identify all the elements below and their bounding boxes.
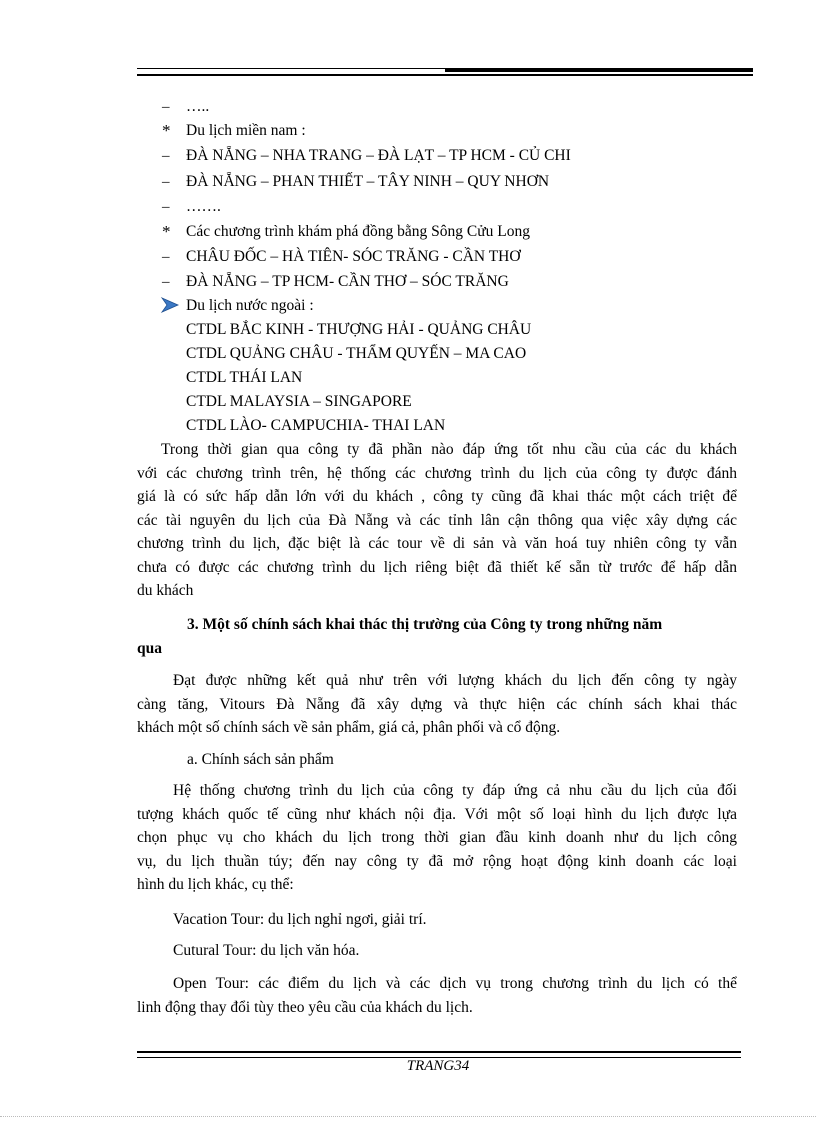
dash-marker: – [162, 199, 170, 215]
dash-marker: – [162, 148, 170, 164]
paragraph-open-tour: Open Tour: các điểm du lịch và các dịch vụ trong chương trình du lịch có thể linh động thay đổi tùy theo yêu cầu của khách du lịch. [137, 975, 737, 1016]
paragraph-product-policy: Hệ thống chương trình du lịch của công ty đáp ứng cả nhu cầu du lịch của đối tượng khách quốc tế cũng như khách nội địa. Với một số loại hình du lịch được lựa chọn phục vụ cho khách du lịch trong thời gian đầu kinh doanh như du lịch công vụ, du lịch thuần túy; đến nay công ty đã mở rộng hoạt động kinh doanh các loại hình du lịch khác, cụ thể: [137, 782, 737, 893]
dash-marker: – [162, 274, 170, 290]
dash-marker: – [162, 174, 170, 190]
asterisk-marker: * [162, 222, 171, 241]
header-rule [137, 68, 753, 76]
page-number: TRANG34 [406, 1058, 470, 1074]
dash-marker: – [162, 99, 170, 115]
paragraph-intro: Đạt được những kết quả như trên với lượng khách du lịch đến công ty ngày càng tăng, Vitours Đà Nẵng đã xây dựng và thực hiện các chính sách khai thác khách một số chính sách về sản phẩm, giá cả, phân phối và cổ động. [137, 672, 737, 736]
footer-rule [137, 1051, 741, 1058]
dash-marker: – [162, 249, 170, 265]
paragraph-summary: Trong thời gian qua công ty đã phần nào đáp ứng tốt nhu cầu của các du khách với các chương trình trên, hệ thống các chương trình du lịch của công ty được đánh giá là có sức hấp dẫn lớn với du khách , công ty cũng đã khai thác một cách triệt để các tài nguyên du lịch của Đà Nẵng và các tỉnh lân cận thông qua việc xây dựng các chương trình du lịch, đặc biệt là các tour về di sản và văn hoá tuy nhiên công ty vẫn chưa có được các chương trình du lịch riêng biệt đã thiết kế sẵn từ trước để hấp dẫn du khách [137, 441, 737, 599]
arrow-bullet-icon [160, 297, 180, 313]
asterisk-marker: * [162, 121, 171, 140]
section-heading: 3. Một số chính sách khai thác thị trường của Công ty trong những năm qua [137, 616, 663, 657]
page-bottom-edge [0, 1116, 816, 1117]
